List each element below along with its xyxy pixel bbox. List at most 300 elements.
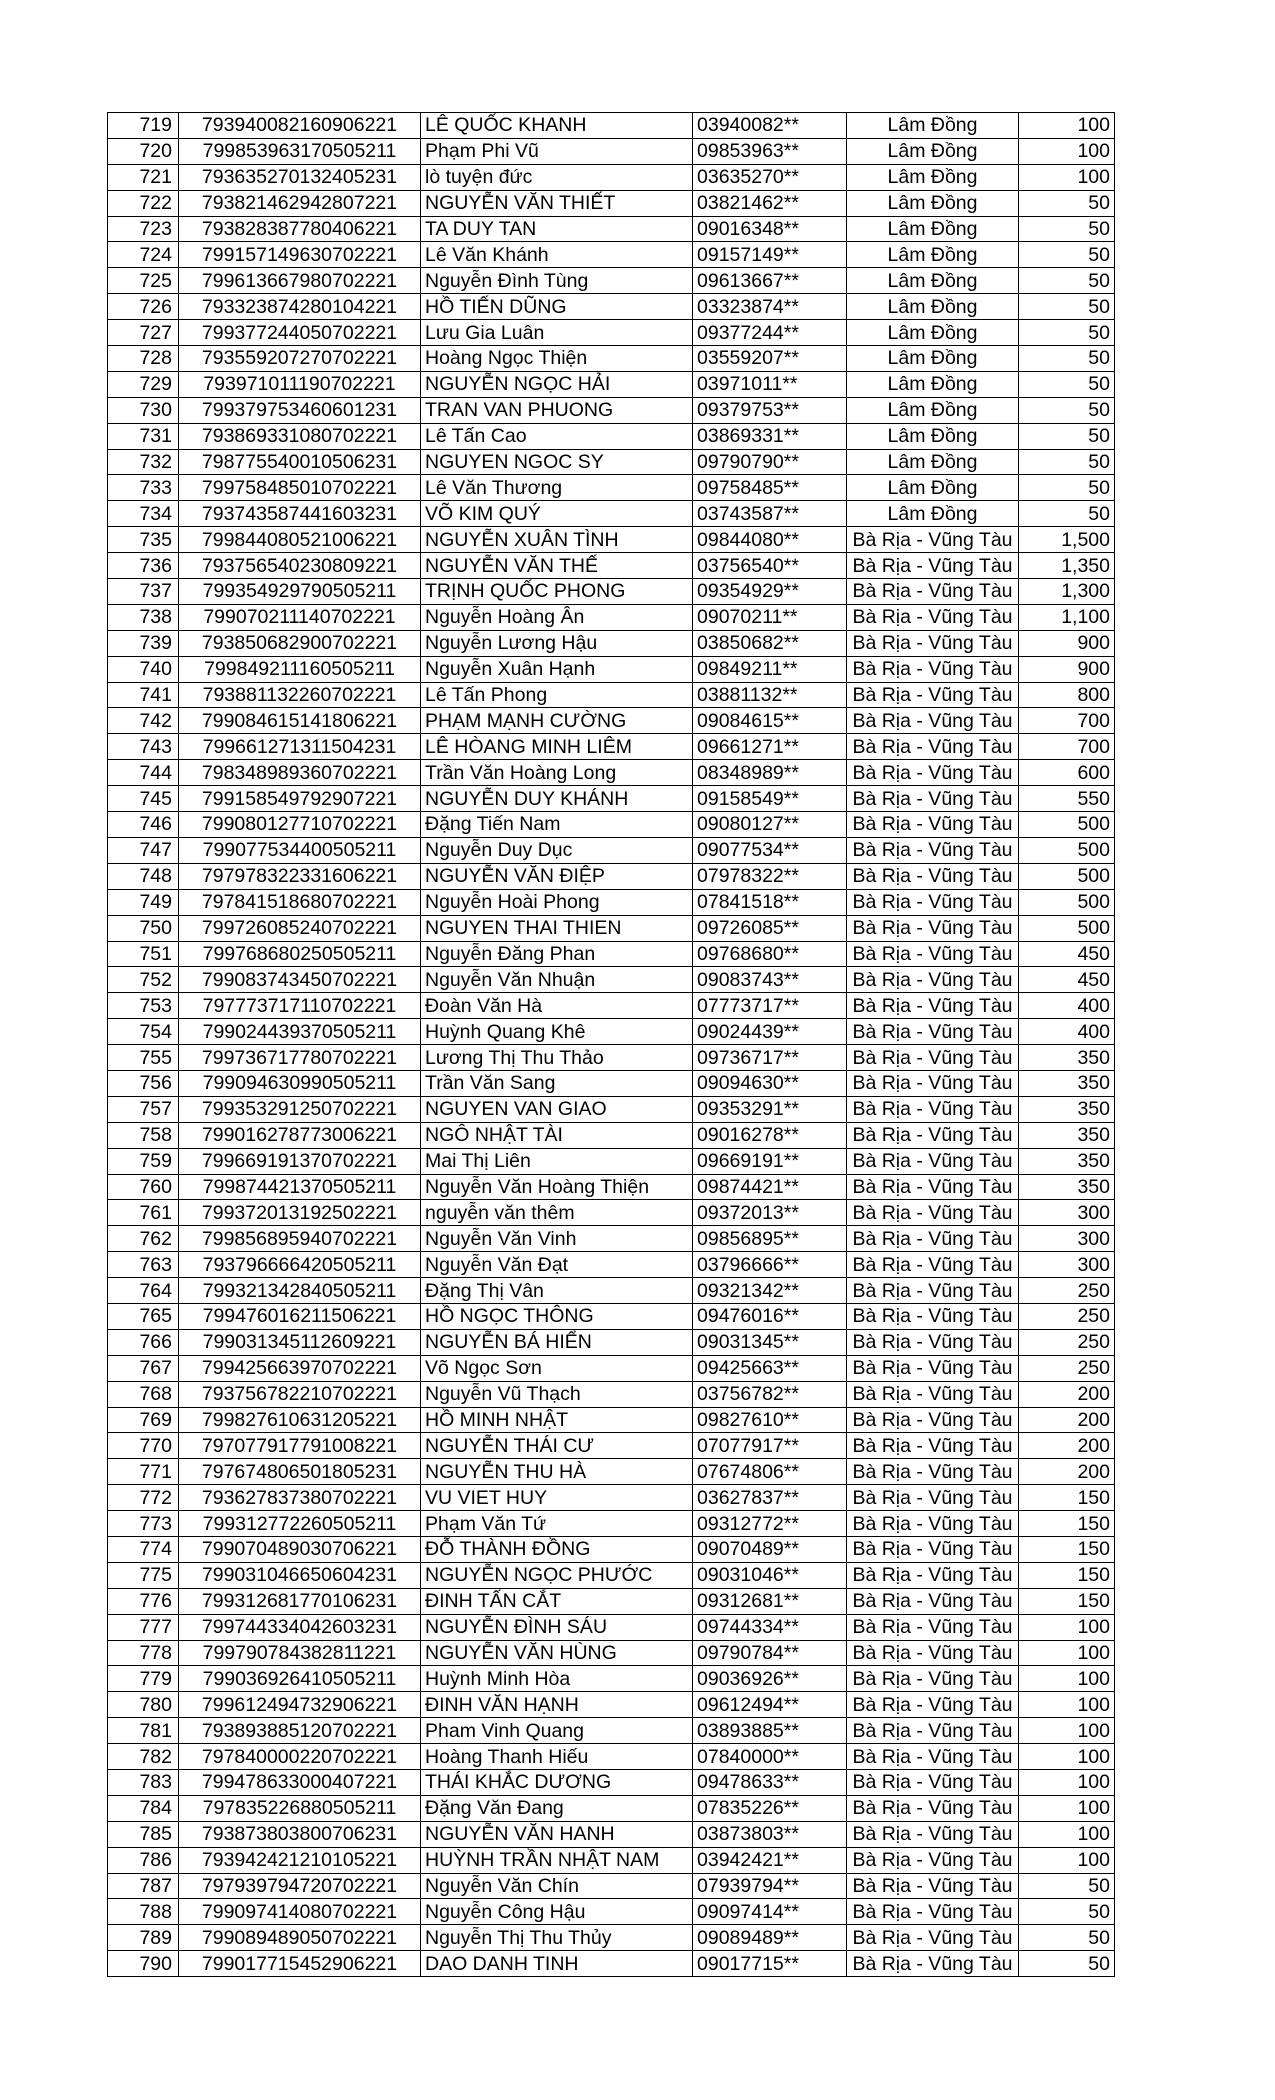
province-cell: Bà Rịa - Vũng Tàu bbox=[847, 1200, 1019, 1226]
amount-cell: 150 bbox=[1019, 1511, 1115, 1537]
account-id-cell: 797835226880505211 bbox=[179, 1795, 421, 1821]
table-row bbox=[108, 1303, 1115, 1329]
row-number-cell: 744 bbox=[108, 760, 179, 786]
phone-cell: 03971011** bbox=[693, 371, 847, 397]
phone-cell: 09089489** bbox=[693, 1925, 847, 1951]
province-cell: Bà Rịa - Vũng Tàu bbox=[847, 1847, 1019, 1873]
full-name-cell: Lê Văn Thương bbox=[421, 475, 693, 501]
amount-cell: 150 bbox=[1019, 1562, 1115, 1588]
full-name-cell: NGUYỄN VĂN THẾ bbox=[421, 553, 693, 579]
table-row bbox=[108, 812, 1115, 838]
row-number-cell: 764 bbox=[108, 1278, 179, 1304]
amount-cell: 350 bbox=[1019, 1174, 1115, 1200]
full-name-cell: NGUYỄN NGỌC PHƯỚC bbox=[421, 1562, 693, 1588]
account-id-cell: 799612494732906221 bbox=[179, 1692, 421, 1718]
row-number-cell: 737 bbox=[108, 579, 179, 605]
phone-cell: 09312681** bbox=[693, 1588, 847, 1614]
amount-cell: 1,350 bbox=[1019, 553, 1115, 579]
table-row bbox=[108, 1795, 1115, 1821]
table-row bbox=[108, 138, 1115, 164]
account-id-cell: 799312772260505211 bbox=[179, 1511, 421, 1537]
row-number-cell: 728 bbox=[108, 346, 179, 372]
account-id-cell: 799476016211506221 bbox=[179, 1303, 421, 1329]
full-name-cell: Nguyễn Duy Dục bbox=[421, 837, 693, 863]
row-number-cell: 781 bbox=[108, 1718, 179, 1744]
table-row bbox=[108, 1278, 1115, 1304]
province-cell: Bà Rịa - Vũng Tàu bbox=[847, 1045, 1019, 1071]
table-row bbox=[108, 113, 1115, 139]
row-number-cell: 751 bbox=[108, 941, 179, 967]
province-cell: Bà Rịa - Vũng Tàu bbox=[847, 1252, 1019, 1278]
table-row bbox=[108, 967, 1115, 993]
table-row bbox=[108, 268, 1115, 294]
table-row bbox=[108, 475, 1115, 501]
full-name-cell: Đặng Thị Vân bbox=[421, 1278, 693, 1304]
phone-cell: 03743587** bbox=[693, 501, 847, 527]
province-cell: Bà Rịa - Vũng Tàu bbox=[847, 1381, 1019, 1407]
province-cell: Bà Rịa - Vũng Tàu bbox=[847, 604, 1019, 630]
row-number-cell: 736 bbox=[108, 553, 179, 579]
amount-cell: 200 bbox=[1019, 1433, 1115, 1459]
province-cell: Lâm Đồng bbox=[847, 113, 1019, 139]
amount-cell: 100 bbox=[1019, 1821, 1115, 1847]
province-cell: Bà Rịa - Vũng Tàu bbox=[847, 1536, 1019, 1562]
amount-cell: 50 bbox=[1019, 397, 1115, 423]
amount-cell: 100 bbox=[1019, 138, 1115, 164]
amount-cell: 50 bbox=[1019, 449, 1115, 475]
table-row bbox=[108, 1821, 1115, 1847]
table-row bbox=[108, 1873, 1115, 1899]
account-id-cell: 799856895940702221 bbox=[179, 1226, 421, 1252]
account-id-cell: 799372013192502221 bbox=[179, 1200, 421, 1226]
phone-cell: 07773717** bbox=[693, 993, 847, 1019]
phone-cell: 09379753** bbox=[693, 397, 847, 423]
table-row bbox=[108, 837, 1115, 863]
phone-cell: 07978322** bbox=[693, 863, 847, 889]
province-cell: Bà Rịa - Vũng Tàu bbox=[847, 1821, 1019, 1847]
province-cell: Bà Rịa - Vũng Tàu bbox=[847, 1303, 1019, 1329]
full-name-cell: Nguyễn Văn Nhuận bbox=[421, 967, 693, 993]
table-row bbox=[108, 786, 1115, 812]
province-cell: Lâm Đồng bbox=[847, 268, 1019, 294]
phone-cell: 09874421** bbox=[693, 1174, 847, 1200]
phone-cell: 09736717** bbox=[693, 1045, 847, 1071]
row-number-cell: 735 bbox=[108, 527, 179, 553]
full-name-cell: Nguyễn Đình Tùng bbox=[421, 268, 693, 294]
table-row bbox=[108, 1019, 1115, 1045]
full-name-cell: NGUYỄN THU HÀ bbox=[421, 1459, 693, 1485]
phone-cell: 09094630** bbox=[693, 1070, 847, 1096]
phone-cell: 09353291** bbox=[693, 1096, 847, 1122]
row-number-cell: 756 bbox=[108, 1070, 179, 1096]
row-number-cell: 758 bbox=[108, 1122, 179, 1148]
table-row bbox=[108, 1433, 1115, 1459]
table-row bbox=[108, 320, 1115, 346]
row-number-cell: 774 bbox=[108, 1536, 179, 1562]
phone-cell: 09097414** bbox=[693, 1899, 847, 1925]
account-id-cell: 799613667980702221 bbox=[179, 268, 421, 294]
table-row bbox=[108, 1614, 1115, 1640]
amount-cell: 100 bbox=[1019, 164, 1115, 190]
phone-cell: 09354929** bbox=[693, 579, 847, 605]
full-name-cell: ĐỖ THÀNH ĐỒNG bbox=[421, 1536, 693, 1562]
phone-cell: 09790784** bbox=[693, 1640, 847, 1666]
amount-cell: 150 bbox=[1019, 1536, 1115, 1562]
full-name-cell: TRỊNH QUỐC PHONG bbox=[421, 579, 693, 605]
full-name-cell: NGUYỄN VĂN THIẾT bbox=[421, 190, 693, 216]
province-cell: Bà Rịa - Vũng Tàu bbox=[847, 1226, 1019, 1252]
account-id-cell: 799874421370505211 bbox=[179, 1174, 421, 1200]
account-id-cell: 793559207270702221 bbox=[179, 346, 421, 372]
table-row bbox=[108, 889, 1115, 915]
full-name-cell: Huỳnh Minh Hòa bbox=[421, 1666, 693, 1692]
full-name-cell: HUỲNH TRẦN NHẬT NAM bbox=[421, 1847, 693, 1873]
phone-cell: 09744334** bbox=[693, 1614, 847, 1640]
amount-cell: 1,100 bbox=[1019, 604, 1115, 630]
row-number-cell: 775 bbox=[108, 1562, 179, 1588]
full-name-cell: Lương Thị Thu Thảo bbox=[421, 1045, 693, 1071]
phone-cell: 09768680** bbox=[693, 941, 847, 967]
phone-cell: 08348989** bbox=[693, 760, 847, 786]
table-row bbox=[108, 1951, 1115, 1977]
row-number-cell: 785 bbox=[108, 1821, 179, 1847]
full-name-cell: Pham Vinh Quang bbox=[421, 1718, 693, 1744]
account-id-cell: 793796666420505211 bbox=[179, 1252, 421, 1278]
table-row bbox=[108, 190, 1115, 216]
row-number-cell: 757 bbox=[108, 1096, 179, 1122]
amount-cell: 50 bbox=[1019, 216, 1115, 242]
table-row bbox=[108, 1329, 1115, 1355]
province-cell: Bà Rịa - Vũng Tàu bbox=[847, 1174, 1019, 1200]
amount-cell: 500 bbox=[1019, 812, 1115, 838]
province-cell: Bà Rịa - Vũng Tàu bbox=[847, 1433, 1019, 1459]
amount-cell: 1,500 bbox=[1019, 527, 1115, 553]
province-cell: Bà Rịa - Vũng Tàu bbox=[847, 993, 1019, 1019]
table-row bbox=[108, 1355, 1115, 1381]
account-id-cell: 798775540010506231 bbox=[179, 449, 421, 475]
province-cell: Bà Rịa - Vũng Tàu bbox=[847, 812, 1019, 838]
row-number-cell: 748 bbox=[108, 863, 179, 889]
amount-cell: 700 bbox=[1019, 708, 1115, 734]
account-id-cell: 793756782210702221 bbox=[179, 1381, 421, 1407]
account-id-cell: 799080127710702221 bbox=[179, 812, 421, 838]
province-cell: Lâm Đồng bbox=[847, 294, 1019, 320]
full-name-cell: TRAN VAN PHUONG bbox=[421, 397, 693, 423]
account-id-cell: 799070211140702221 bbox=[179, 604, 421, 630]
account-id-cell: 799070489030706221 bbox=[179, 1536, 421, 1562]
account-id-cell: 793627837380702221 bbox=[179, 1485, 421, 1511]
amount-cell: 700 bbox=[1019, 734, 1115, 760]
full-name-cell: Nguyễn Văn Chín bbox=[421, 1873, 693, 1899]
account-id-cell: 799853963170505211 bbox=[179, 138, 421, 164]
province-cell: Bà Rịa - Vũng Tàu bbox=[847, 1459, 1019, 1485]
full-name-cell: NGUYỄN DUY KHÁNH bbox=[421, 786, 693, 812]
account-id-cell: 799321342840505211 bbox=[179, 1278, 421, 1304]
row-number-cell: 762 bbox=[108, 1226, 179, 1252]
table-row bbox=[108, 1459, 1115, 1485]
row-number-cell: 766 bbox=[108, 1329, 179, 1355]
table-row bbox=[108, 1148, 1115, 1174]
table-row bbox=[108, 1588, 1115, 1614]
amount-cell: 50 bbox=[1019, 501, 1115, 527]
phone-cell: 03756782** bbox=[693, 1381, 847, 1407]
row-number-cell: 729 bbox=[108, 371, 179, 397]
full-name-cell: LÊ HÒANG MINH LIÊM bbox=[421, 734, 693, 760]
table-row bbox=[108, 1640, 1115, 1666]
table-row bbox=[108, 397, 1115, 423]
province-cell: Bà Rịa - Vũng Tàu bbox=[847, 941, 1019, 967]
table-row bbox=[108, 346, 1115, 372]
province-cell: Lâm Đồng bbox=[847, 138, 1019, 164]
province-cell: Bà Rịa - Vũng Tàu bbox=[847, 1407, 1019, 1433]
amount-cell: 200 bbox=[1019, 1407, 1115, 1433]
phone-cell: 09158549** bbox=[693, 786, 847, 812]
account-id-cell: 799425663970702221 bbox=[179, 1355, 421, 1381]
account-id-cell: 799353291250702221 bbox=[179, 1096, 421, 1122]
phone-cell: 03323874** bbox=[693, 294, 847, 320]
province-cell: Bà Rịa - Vũng Tàu bbox=[847, 1770, 1019, 1796]
table-row bbox=[108, 1562, 1115, 1588]
full-name-cell: VÕ KIM QUÝ bbox=[421, 501, 693, 527]
row-number-cell: 769 bbox=[108, 1407, 179, 1433]
full-name-cell: THÁI KHẮC DƯƠNG bbox=[421, 1770, 693, 1796]
province-cell: Bà Rịa - Vũng Tàu bbox=[847, 760, 1019, 786]
amount-cell: 50 bbox=[1019, 294, 1115, 320]
account-id-cell: 793821462942807221 bbox=[179, 190, 421, 216]
full-name-cell: Lưu Gia Luân bbox=[421, 320, 693, 346]
phone-cell: 09758485** bbox=[693, 475, 847, 501]
row-number-cell: 761 bbox=[108, 1200, 179, 1226]
province-cell: Bà Rịa - Vũng Tàu bbox=[847, 1329, 1019, 1355]
row-number-cell: 776 bbox=[108, 1588, 179, 1614]
phone-cell: 09726085** bbox=[693, 915, 847, 941]
amount-cell: 250 bbox=[1019, 1303, 1115, 1329]
row-number-cell: 742 bbox=[108, 708, 179, 734]
amount-cell: 600 bbox=[1019, 760, 1115, 786]
phone-cell: 03756540** bbox=[693, 553, 847, 579]
account-id-cell: 793323874280104221 bbox=[179, 294, 421, 320]
amount-cell: 200 bbox=[1019, 1381, 1115, 1407]
row-number-cell: 731 bbox=[108, 423, 179, 449]
amount-cell: 100 bbox=[1019, 113, 1115, 139]
row-number-cell: 738 bbox=[108, 604, 179, 630]
province-cell: Bà Rịa - Vũng Tàu bbox=[847, 1485, 1019, 1511]
table-row bbox=[108, 1718, 1115, 1744]
province-cell: Bà Rịa - Vũng Tàu bbox=[847, 1614, 1019, 1640]
table-row bbox=[108, 1381, 1115, 1407]
full-name-cell: TA DUY TAN bbox=[421, 216, 693, 242]
amount-cell: 100 bbox=[1019, 1614, 1115, 1640]
account-id-cell: 799031046650604231 bbox=[179, 1562, 421, 1588]
amount-cell: 400 bbox=[1019, 1019, 1115, 1045]
row-number-cell: 778 bbox=[108, 1640, 179, 1666]
table-row bbox=[108, 656, 1115, 682]
row-number-cell: 768 bbox=[108, 1381, 179, 1407]
amount-cell: 300 bbox=[1019, 1200, 1115, 1226]
account-id-cell: 799024439370505211 bbox=[179, 1019, 421, 1045]
row-number-cell: 759 bbox=[108, 1148, 179, 1174]
account-id-cell: 793971011190702221 bbox=[179, 371, 421, 397]
full-name-cell: Đoàn Văn Hà bbox=[421, 993, 693, 1019]
account-id-cell: 797840000220702221 bbox=[179, 1744, 421, 1770]
full-name-cell: Nguyễn Văn Hoàng Thiện bbox=[421, 1174, 693, 1200]
full-name-cell: Nguyễn Vũ Thạch bbox=[421, 1381, 693, 1407]
table-row bbox=[108, 708, 1115, 734]
phone-cell: 09669191** bbox=[693, 1148, 847, 1174]
table-row bbox=[108, 371, 1115, 397]
amount-cell: 350 bbox=[1019, 1148, 1115, 1174]
amount-cell: 50 bbox=[1019, 268, 1115, 294]
province-cell: Bà Rịa - Vũng Tàu bbox=[847, 734, 1019, 760]
amount-cell: 900 bbox=[1019, 630, 1115, 656]
full-name-cell: PHẠM MẠNH CƯỜNG bbox=[421, 708, 693, 734]
amount-cell: 50 bbox=[1019, 475, 1115, 501]
phone-cell: 09476016** bbox=[693, 1303, 847, 1329]
phone-cell: 09478633** bbox=[693, 1770, 847, 1796]
phone-cell: 09377244** bbox=[693, 320, 847, 346]
full-name-cell: NGUYỄN XUÂN TÌNH bbox=[421, 527, 693, 553]
table-row bbox=[108, 1770, 1115, 1796]
account-id-cell: 799157149630702221 bbox=[179, 242, 421, 268]
province-cell: Bà Rịa - Vũng Tàu bbox=[847, 786, 1019, 812]
full-name-cell: Lê Tấn Cao bbox=[421, 423, 693, 449]
full-name-cell: HỒ MINH NHẬT bbox=[421, 1407, 693, 1433]
row-number-cell: 760 bbox=[108, 1174, 179, 1200]
amount-cell: 100 bbox=[1019, 1692, 1115, 1718]
row-number-cell: 749 bbox=[108, 889, 179, 915]
full-name-cell: VU VIET HUY bbox=[421, 1485, 693, 1511]
full-name-cell: Lê Tấn Phong bbox=[421, 682, 693, 708]
row-number-cell: 720 bbox=[108, 138, 179, 164]
account-id-cell: 799083743450702221 bbox=[179, 967, 421, 993]
phone-cell: 09856895** bbox=[693, 1226, 847, 1252]
amount-cell: 500 bbox=[1019, 915, 1115, 941]
province-cell: Bà Rịa - Vũng Tàu bbox=[847, 527, 1019, 553]
account-id-cell: 799084615141806221 bbox=[179, 708, 421, 734]
row-number-cell: 763 bbox=[108, 1252, 179, 1278]
amount-cell: 50 bbox=[1019, 320, 1115, 346]
province-cell: Lâm Đồng bbox=[847, 216, 1019, 242]
province-cell: Bà Rịa - Vũng Tàu bbox=[847, 1562, 1019, 1588]
account-id-cell: 799849211160505211 bbox=[179, 656, 421, 682]
phone-cell: 09031046** bbox=[693, 1562, 847, 1588]
phone-cell: 09321342** bbox=[693, 1278, 847, 1304]
amount-cell: 100 bbox=[1019, 1640, 1115, 1666]
table-row bbox=[108, 1252, 1115, 1278]
amount-cell: 400 bbox=[1019, 993, 1115, 1019]
amount-cell: 50 bbox=[1019, 190, 1115, 216]
row-number-cell: 770 bbox=[108, 1433, 179, 1459]
row-number-cell: 739 bbox=[108, 630, 179, 656]
phone-cell: 03821462** bbox=[693, 190, 847, 216]
table-row bbox=[108, 993, 1115, 1019]
account-id-cell: 799379753460601231 bbox=[179, 397, 421, 423]
table-row bbox=[108, 863, 1115, 889]
row-number-cell: 755 bbox=[108, 1045, 179, 1071]
account-id-cell: 793850682900702221 bbox=[179, 630, 421, 656]
table-row bbox=[108, 553, 1115, 579]
province-cell: Lâm Đồng bbox=[847, 501, 1019, 527]
account-id-cell: 793869331080702221 bbox=[179, 423, 421, 449]
table-row bbox=[108, 501, 1115, 527]
province-cell: Bà Rịa - Vũng Tàu bbox=[847, 1019, 1019, 1045]
account-id-cell: 797674806501805231 bbox=[179, 1459, 421, 1485]
province-cell: Lâm Đồng bbox=[847, 423, 1019, 449]
table-row bbox=[108, 1899, 1115, 1925]
phone-cell: 09031345** bbox=[693, 1329, 847, 1355]
table-row bbox=[108, 941, 1115, 967]
province-cell: Bà Rịa - Vũng Tàu bbox=[847, 1588, 1019, 1614]
table-row bbox=[108, 294, 1115, 320]
phone-cell: 09844080** bbox=[693, 527, 847, 553]
phone-cell: 07840000** bbox=[693, 1744, 847, 1770]
amount-cell: 350 bbox=[1019, 1045, 1115, 1071]
table-row bbox=[108, 216, 1115, 242]
table-row bbox=[108, 1847, 1115, 1873]
phone-cell: 07835226** bbox=[693, 1795, 847, 1821]
account-id-cell: 799736717780702221 bbox=[179, 1045, 421, 1071]
full-name-cell: lò tuyện đức bbox=[421, 164, 693, 190]
row-number-cell: 721 bbox=[108, 164, 179, 190]
full-name-cell: Huỳnh Quang Khê bbox=[421, 1019, 693, 1045]
province-cell: Bà Rịa - Vũng Tàu bbox=[847, 1925, 1019, 1951]
province-cell: Bà Rịa - Vũng Tàu bbox=[847, 1640, 1019, 1666]
province-cell: Bà Rịa - Vũng Tàu bbox=[847, 1096, 1019, 1122]
amount-cell: 50 bbox=[1019, 1873, 1115, 1899]
account-id-cell: 799790784382811221 bbox=[179, 1640, 421, 1666]
amount-cell: 150 bbox=[1019, 1485, 1115, 1511]
amount-cell: 350 bbox=[1019, 1070, 1115, 1096]
full-name-cell: Đặng Văn Đang bbox=[421, 1795, 693, 1821]
account-id-cell: 799312681770106231 bbox=[179, 1588, 421, 1614]
province-cell: Bà Rịa - Vũng Tàu bbox=[847, 1122, 1019, 1148]
phone-cell: 09853963** bbox=[693, 138, 847, 164]
phone-cell: 09016278** bbox=[693, 1122, 847, 1148]
amount-cell: 100 bbox=[1019, 1770, 1115, 1796]
full-name-cell: Nguyễn Đăng Phan bbox=[421, 941, 693, 967]
row-number-cell: 787 bbox=[108, 1873, 179, 1899]
phone-cell: 03893885** bbox=[693, 1718, 847, 1744]
table-row bbox=[108, 1226, 1115, 1252]
account-id-cell: 799031345112609221 bbox=[179, 1329, 421, 1355]
row-number-cell: 779 bbox=[108, 1666, 179, 1692]
amount-cell: 250 bbox=[1019, 1329, 1115, 1355]
phone-cell: 09070211** bbox=[693, 604, 847, 630]
phone-cell: 09070489** bbox=[693, 1536, 847, 1562]
province-cell: Lâm Đồng bbox=[847, 475, 1019, 501]
account-id-cell: 799827610631205221 bbox=[179, 1407, 421, 1433]
table-row bbox=[108, 1200, 1115, 1226]
row-number-cell: 741 bbox=[108, 682, 179, 708]
account-id-cell: 799758485010702221 bbox=[179, 475, 421, 501]
province-cell: Bà Rịa - Vũng Tàu bbox=[847, 630, 1019, 656]
account-id-cell: 799158549792907221 bbox=[179, 786, 421, 812]
amount-cell: 100 bbox=[1019, 1744, 1115, 1770]
province-cell: Bà Rịa - Vũng Tàu bbox=[847, 1795, 1019, 1821]
account-id-cell: 799016278773006221 bbox=[179, 1122, 421, 1148]
account-id-cell: 799669191370702221 bbox=[179, 1148, 421, 1174]
row-number-cell: 752 bbox=[108, 967, 179, 993]
phone-cell: 09613667** bbox=[693, 268, 847, 294]
full-name-cell: Nguyễn Hoài Phong bbox=[421, 889, 693, 915]
phone-cell: 09827610** bbox=[693, 1407, 847, 1433]
row-number-cell: 782 bbox=[108, 1744, 179, 1770]
table-row bbox=[108, 734, 1115, 760]
phone-cell: 09372013** bbox=[693, 1200, 847, 1226]
amount-cell: 50 bbox=[1019, 423, 1115, 449]
province-cell: Lâm Đồng bbox=[847, 242, 1019, 268]
row-number-cell: 727 bbox=[108, 320, 179, 346]
